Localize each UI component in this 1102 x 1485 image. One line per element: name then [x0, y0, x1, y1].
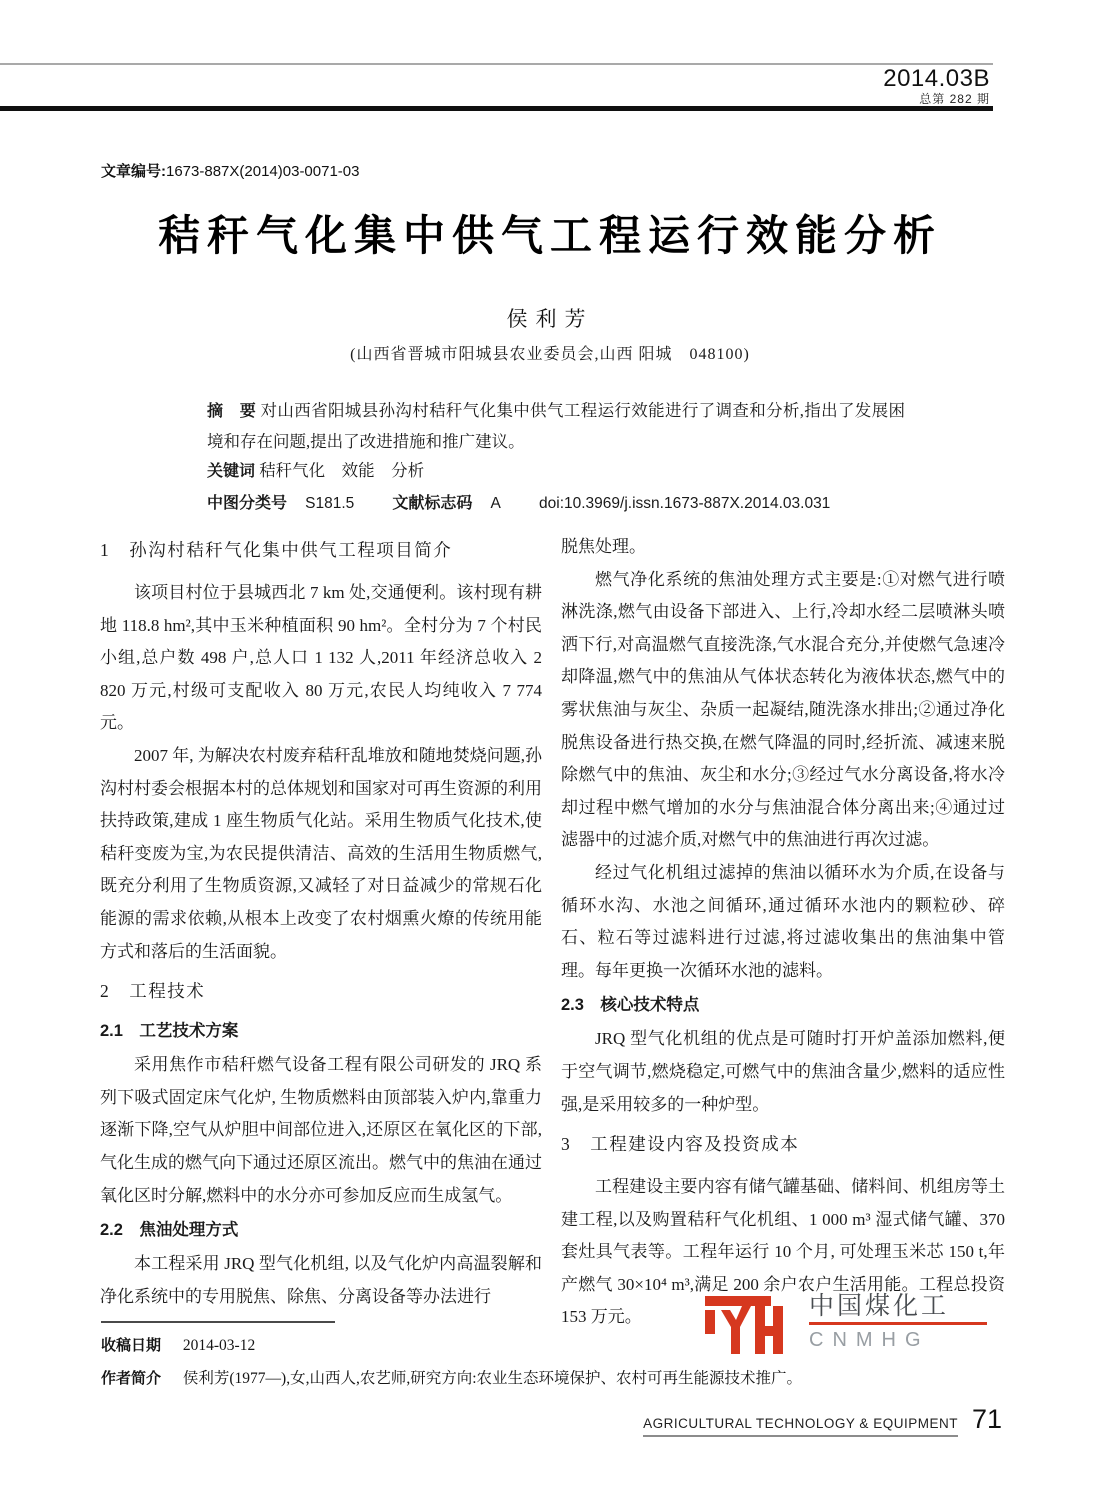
section-2-2-heading: 2.2 焦油处理方式: [100, 1221, 239, 1240]
section-2-1-paragraph: 采用焦作市秸秆燃气设备工程有限公司研发的 JRQ 系列下吸式固定床气化炉, 生物质燃料由顶部装入炉内,靠重力逐渐下降,空气从炉胆中间部位进入,还原区在氧化区的下部,气化生成的燃气向下通过还原区流出。燃气中的焦油在通过氧化区时分解,燃料中的水分亦可参加反应而生成氢气。: [100, 1055, 542, 1205]
author-bio-row: [101, 1366, 802, 1388]
cnmhg-name-en: CNMHG: [809, 1329, 930, 1351]
abstract-row: [207, 396, 905, 456]
circulating-water-paragraph: 经过气化机组过滤掉的焦油以循环水为介质,在设备与循环水沟、水池之间循环,通过循环水池内的颗粒砂、碎石、粒石等过滤料进行过滤,将过滤收集出的焦油集中管理。每年更换一次循环水池的滤料。: [561, 862, 1005, 980]
author-bio-label: 作者简介: [101, 1370, 162, 1387]
doi-text: doi:10.3969/j.issn.1673-887X.2014.03.031: [539, 494, 831, 512]
section-2-3-heading: 2.3 核心技术特点: [561, 996, 700, 1015]
keywords-row: [207, 456, 905, 487]
section-2-heading: 2 工程技术: [100, 981, 206, 1002]
cnmhg-watermark: [697, 1284, 1007, 1364]
section-1-paragraph-1: 该项目村位于县城西北 7 km 处,交通便利。该村现有耕地 118.8 hm²,其中玉米种植面积 90 hm²。全村分为 7 个村民小组,总户数 498 户,总人口 1 132 人,2011 年经济总收入 2 820 万元,村级可支配收入 80 万元,农民人均纯收入 7 774 元。: [100, 583, 542, 733]
author-name: 侯利芳: [506, 307, 594, 331]
right-column: [561, 531, 1005, 1334]
article-number-label: 文章编号:: [101, 163, 166, 180]
received-date-value: 2014-03-12: [182, 1337, 256, 1354]
left-column: [100, 531, 542, 1313]
issue-number: 总第 282 期: [919, 92, 990, 106]
classification-row: [207, 488, 905, 519]
author-affiliation: (山西省晋城市阳城县农业委员会,山西 阳城 048100): [350, 346, 750, 363]
header-rule-thick: [0, 106, 993, 111]
article-number: [101, 160, 359, 181]
abstract-text: 对山西省阳城县孙沟村秸秆气化集中供气工程运行效能进行了调查和分析,指出了发展困境和存在问题,提出了改进措施和推广建议。: [207, 401, 906, 451]
cnmhg-logo-icon: [697, 1290, 792, 1360]
clc-label: 中图分类号: [207, 494, 288, 512]
tar-treatment-paragraph: 燃气净化系统的焦油处理方式主要是:①对燃气进行喷淋洗涤,燃气由设备下部进入、上行,冷却水经二层喷淋头喷洒下行,对高温燃气直接洗涤,气水混合充分,并使燃气急速冷却降温,燃气中的焦油从气体状态转化为液体状态,燃气中的雾状焦油与灰尘、杂质一起凝结,随洗涤水排出;②通过净化脱焦设备进行热交换,在燃气降温的同时,经折流、减速来脱除燃气中的焦油、灰尘和水分;③经过气水分离设备,将水冷却过程中燃气增加的水分与焦油混合体分离出来;④通过过滤器中的过滤介质,对燃气中的焦油进行再次过滤。: [561, 569, 1005, 850]
article-number-value: 1673-887X(2014)03-0071-03: [166, 163, 360, 180]
keywords-label: 关键词: [207, 463, 256, 480]
section-2-2-paragraph: 本工程采用 JRQ 型气化机组, 以及气化炉内高温裂解和净化系统中的专用脱焦、除焦、分离设备等办法进行: [100, 1254, 542, 1306]
abstract-block: [207, 396, 905, 518]
keywords-text: 秸秆气化 效能 分析: [259, 461, 425, 480]
doc-code-label: 文献标志码: [392, 494, 473, 512]
footnote-rule: [101, 1321, 335, 1323]
cnmhg-name-cn: 中国煤化工: [809, 1292, 950, 1320]
issue-block: [883, 66, 990, 106]
paper-title: 秸秆气化集中供气工程运行效能分析: [157, 214, 942, 260]
section-2-1-heading: 2.1 工艺技术方案: [100, 1022, 239, 1041]
issue-label: 2014.03B: [883, 65, 990, 92]
footer-journal-name: AGRICULTURAL TECHNOLOGY & EQUIPMENT: [643, 1416, 958, 1437]
section-3-paragraph: 工程建设主要内容有储气罐基础、储料间、机组房等土建工程,以及购置秸秆气化机组、1 000 m³ 湿式储气罐、370 套灶具气表等。工程年运行 10 个月, 可处理玉米芯 150 t,年产燃气 30×10⁴ m³,满足 200 余户农户生活用能。工程总投资 153 万元。: [561, 1177, 1005, 1327]
author-bio-text: 侯利芳(1977—),女,山西人,农艺师,研究方向:农业生态环境保护、农村可再生能源技术推广。: [182, 1370, 803, 1387]
received-date-label: 收稿日期: [101, 1337, 162, 1354]
cnmhg-underline: [809, 1322, 987, 1325]
doc-code-value: A: [490, 494, 501, 512]
section-3-heading: 3 工程建设内容及投资成本: [561, 1134, 800, 1155]
section-1-paragraph-2: 2007 年, 为解决农村废弃秸秆乱堆放和随地焚烧问题,孙沟村村委会根据本村的总体规划和国家对可再生资源的利用扶持政策,建成 1 座生物质气化站。采用生物质气化技术,使秸秆变废为宝,为农民提供清洁、高效的生活用生物质燃气,既充分利用了生物质资源,又减轻了对日益减少的常规石化能源的需求依赖,从根本上改变了农村烟熏火燎的传统用能方式和落后的生活面貌。: [100, 745, 542, 961]
page-footer: [643, 1404, 1002, 1437]
clc-value: S181.5: [305, 494, 355, 512]
section-2-3-paragraph: JRQ 型气化机组的优点是可随时打开炉盖添加燃料,便于空气调节,燃烧稳定,可燃气中的焦油含量少,燃料的适应性强,是采用较多的一种炉型。: [561, 1029, 1005, 1114]
footer-page-number: 71: [971, 1404, 1002, 1434]
header-rule-thin: [0, 63, 993, 65]
cnmhg-text-block: [809, 1292, 987, 1352]
section-2-2-continuation: 脱焦处理。: [561, 537, 646, 556]
received-date-row: [101, 1334, 255, 1355]
abstract-label: 摘 要: [207, 403, 257, 420]
section-1-heading: 1 孙沟村秸秆气化集中供气工程项目简介: [100, 540, 453, 560]
